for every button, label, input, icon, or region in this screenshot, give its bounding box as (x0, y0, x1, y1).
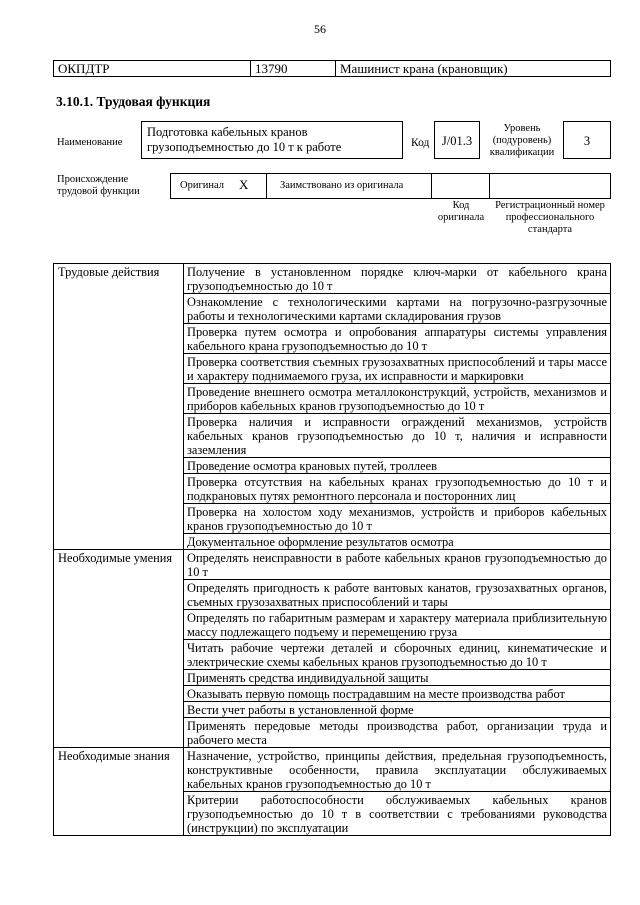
section-item: Проверка соответствия съемных грузозахватных приспособлений и тары массе и характеру поднимаемого груза, их исправности и маркировки (184, 354, 611, 384)
name-label: Наименование (57, 137, 123, 148)
section-item: Вести учет работы в установленной форме (184, 702, 611, 718)
origin-divider (431, 173, 432, 199)
okpdtr-name: Машинист крана (крановщик) (336, 61, 611, 77)
section-category: Необходимые знания (54, 748, 184, 836)
okpdtr-code: 13790 (251, 61, 336, 77)
section-item: Определять пригодность к работе вантовых канатов, грузозахватных органов, съемных грузозахватных приспособлений и тары (184, 580, 611, 610)
okpdtr-label: ОКПДТР (54, 61, 251, 77)
original-label: Оригинал (180, 180, 224, 191)
section-item: Назначение, устройство, принципы действия, предельная грузоподъемность, конструктивные особенности, правила эксплуатации обслуживаемых кабельных кранов грузоподъемностью до 10 т (184, 748, 611, 792)
section-heading: 3.10.1. Трудовая функция (56, 94, 211, 109)
function-table (53, 263, 611, 836)
section-item: Получение в установленном порядке ключ-марки от кабельного крана грузоподъемностью до 10 т (184, 264, 611, 294)
section-item: Определять неисправности в работе кабельных кранов грузоподъемностью до 10 т (184, 550, 611, 580)
section-category: Трудовые действия (54, 264, 184, 550)
section-item: Проверка путем осмотра и опробования аппаратуры системы управления кабельного крана грузоподъемностью до 10 т (184, 324, 611, 354)
section-item: Проведение осмотра крановых путей, троллеев (184, 458, 611, 474)
section-item: Определять по габаритным размерам и характеру материала приблизительную массу подлежащего подъему и перемещению груза (184, 610, 611, 640)
origin-divider (489, 173, 490, 199)
section-item: Читать рабочие чертежи деталей и сборочных единиц, кинематические и электрические схемы кабельных кранов грузоподъемностью до 10 т (184, 640, 611, 670)
function-code: J/01.3 (434, 121, 480, 159)
section-category: Необходимые умения (54, 550, 184, 748)
level-label: Уровень (подуровень) квалификации (489, 123, 555, 158)
origin-divider (266, 173, 267, 199)
level-value: 3 (563, 121, 611, 159)
borrowed-label: Заимствовано из оригинала (280, 180, 404, 191)
section-item: Проверка отсутствия на кабельных кранах грузоподъемностью до 10 т и подкрановых путях ремонтного персонала и посторонних лиц (184, 474, 611, 504)
okpdtr-row (54, 61, 611, 77)
origin-label: Происхождение трудовой функции (57, 174, 140, 197)
section-item: Проведение внешнего осмотра металлоконструкций, устройств, механизмов и приборов кабельных кранов грузоподъемностью до 10 т (184, 384, 611, 414)
section-item: Проверка на холостом ходу механизмов, устройств и приборов кабельных кранов грузоподъемностью до 10 т (184, 504, 611, 534)
section-item: Проверка наличия и исправности ограждений механизмов, устройств кабельных кранов грузоподъемностью до 10 т, наличия и исправности заземления (184, 414, 611, 458)
table-row (54, 748, 611, 792)
reg-number-label: Регистрационный номер профессионального стандарта (495, 200, 605, 235)
page-number: 56 (314, 22, 326, 36)
section-item: Документальное оформление результатов осмотра (184, 534, 611, 550)
section-item: Критерии работоспособности обслуживаемых кабельных кранов грузоподъемностью до 10 т в соответствии с требованиями руководства (инструкции) по эксплуатации (184, 792, 611, 836)
okpdtr-table (53, 60, 611, 77)
function-name: Подготовка кабельных кранов грузоподъемностью до 10 т к работе (141, 121, 403, 159)
section-item: Применять средства индивидуальной защиты (184, 670, 611, 686)
section-item: Ознакомление с технологическими картами на погрузочно-разгрузочные работы и технологическими картами складирования грузов (184, 294, 611, 324)
section-item: Применять передовые методы производства работ, организации труда и рабочего места (184, 718, 611, 748)
table-row (54, 264, 611, 294)
original-mark: X (239, 177, 249, 192)
code-original-label: Код оригинала (437, 200, 485, 223)
section-item: Оказывать первую помощь пострадавшим на месте производства работ (184, 686, 611, 702)
code-label: Код (411, 137, 430, 149)
table-row (54, 550, 611, 580)
